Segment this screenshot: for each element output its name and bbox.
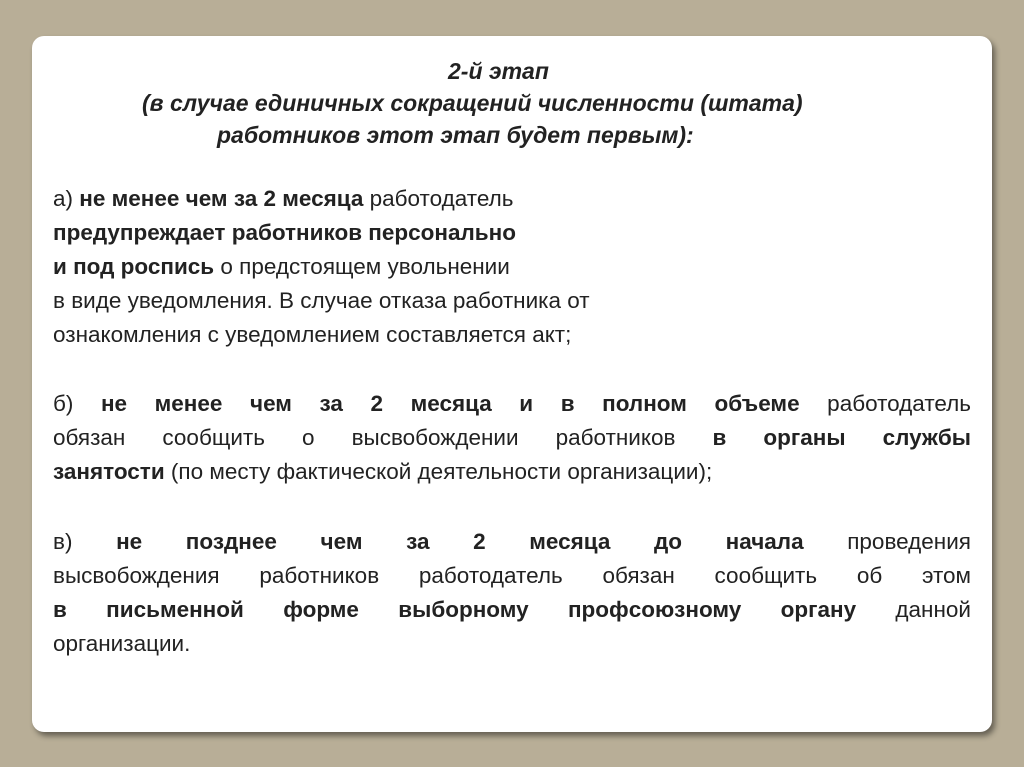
paragraph-c-emphasis: в письменной форме выборному профсоюзному органу xyxy=(53,597,857,622)
paragraph-c-line-1 xyxy=(53,525,971,559)
paragraph-b-emphasis: в органы службы xyxy=(712,425,971,450)
paragraph-a-text: работодатель xyxy=(363,186,514,211)
paragraph-b-text: (по месту фактической деятельности организации); xyxy=(164,459,713,484)
paragraph-a-line-1 xyxy=(53,182,971,216)
paragraph-c-deadline: не позднее чем за 2 месяца до начала xyxy=(116,529,804,554)
paragraph-a-text: о предстоящем увольнении xyxy=(214,254,510,279)
paragraph-c xyxy=(53,525,971,661)
paragraph-c-line-2: высвобождения работников работодатель обязан сообщить об этом xyxy=(53,563,971,588)
paragraph-b-emphasis: занятости xyxy=(53,459,165,484)
paragraph-c-line-3 xyxy=(53,593,971,627)
paragraph-b-deadline: не менее чем за 2 месяца и в полном объеме xyxy=(100,391,800,416)
paragraph-b-line-3 xyxy=(53,455,971,489)
paragraph-a-line-4: в виде уведомления. В случае отказа работника от xyxy=(53,288,590,313)
paragraph-a-emphasis: предупреждает работников персонально xyxy=(53,220,516,245)
paragraph-a-line-2 xyxy=(53,216,971,250)
paragraph-a-line-3 xyxy=(53,250,971,284)
paragraph-b-text: работодатель xyxy=(799,391,971,416)
paragraph-c-text: проведения xyxy=(803,529,971,554)
title-line-1: 2-й этап xyxy=(448,58,549,84)
paragraph-b-text: обязан сообщить о высвобождении работников xyxy=(53,425,713,450)
paragraph-c-marker: в) xyxy=(53,529,117,554)
paragraph-a-marker: а) xyxy=(53,186,80,211)
paragraph-b-line-2 xyxy=(53,421,971,455)
paragraph-c-line-4: организации. xyxy=(53,631,191,656)
paragraph-a xyxy=(53,182,971,352)
paragraph-b xyxy=(53,387,971,489)
title-line-3: работников этот этап будет первым): xyxy=(217,122,694,148)
paragraph-a-deadline: не менее чем за 2 месяца xyxy=(79,186,364,211)
paragraph-b-marker: б) xyxy=(53,391,101,416)
paragraph-a-line-5: ознакомления с уведомлением составляется акт; xyxy=(53,322,572,347)
paragraph-c-text: данной xyxy=(856,597,971,622)
paragraph-b-line-1 xyxy=(53,387,971,421)
paragraph-a-emphasis: и под роспись xyxy=(53,254,215,279)
slide-frame xyxy=(32,36,992,732)
title-line-2: (в случае единичных сокращений численности (штата) xyxy=(142,90,803,116)
